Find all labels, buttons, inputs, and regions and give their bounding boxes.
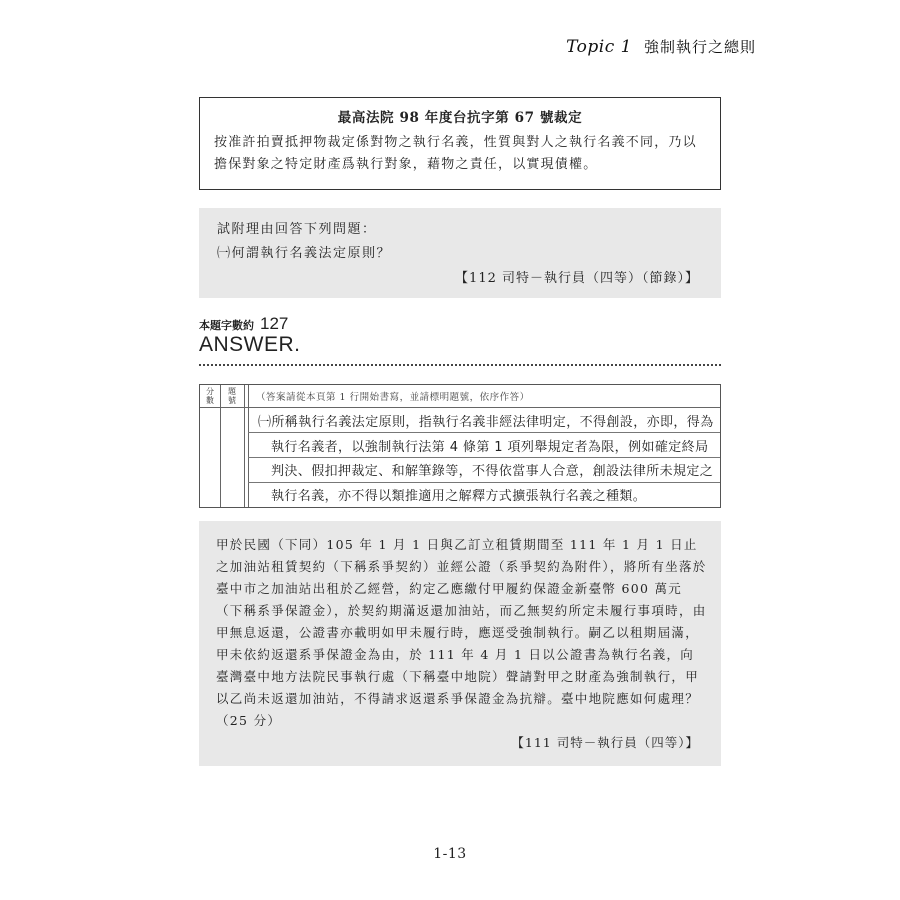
- question-item: ㈠何謂執行名義法定原則？: [217, 246, 392, 261]
- answer-title: ANSWER.: [199, 333, 301, 356]
- ruling-body: 按准許拍賣抵押物裁定係對物之執行名義，性質與對人之執行名義不同，乃以擔保對象之特定財產爲執行對象，藉物之責任，以實現債權。: [214, 135, 697, 172]
- question-intro: 試附理由回答下列問題：: [217, 222, 377, 237]
- answer-continuation: 執行名義者，以強制執行法第 4 條第 1 項列舉規定者為限，例如確定終局判決、假扣押裁定、和解筆錄等，不得依當事人合意，創設法律所未規定之執行名義，亦不得以類推適用之解釋方式擴張執行名義之種類。: [271, 439, 714, 504]
- question-number-column-header: 題號: [228, 387, 236, 405]
- word-count-value: 127: [260, 314, 289, 333]
- running-header: [566, 36, 756, 57]
- topic-label: Topic 1: [566, 37, 632, 57]
- word-count-label: 本題字數約: [199, 319, 254, 332]
- question-2-body: 甲於民國（下同）105 年 1 月 1 日與乙訂立租賃期間至 111 年 1 月 1 日止之加油站租賃契約（下稱系爭契約）並經公證（系爭契約為附件），將所有坐落於臺中市之加油站出租於乙經營，約定乙應繳付甲履約保證金新臺幣 600 萬元（下稱系爭保證金），於契約期滿返還加油站，而乙無契約所定未履行事項時，由甲無息返還，公證書亦載明如甲未履行時，應逕受強制執行。嗣乙以租期屆滿，甲未依約返還系爭保證金為由，於 111 年 4 月 1 日以公證書為執行名義，向臺灣臺中地方法院民事執行處（下稱臺中地院）聲請對甲之財產為強制執行，甲以乙尚未返還加油站，不得請求返還系爭保證金為抗辯。臺中地院應如何處理？（25 分）: [216, 537, 707, 728]
- sheet-header-rule: [200, 407, 720, 408]
- question-source: 【112 司特－執行員（四等）（節錄）】: [455, 271, 699, 286]
- column-divider: [248, 385, 249, 507]
- answer-text: [258, 411, 714, 509]
- answer-sheet: [199, 384, 721, 508]
- word-count: [199, 314, 288, 334]
- column-divider: [220, 385, 221, 507]
- page-number: 1-13: [433, 846, 467, 862]
- score-column-header: 分數: [206, 387, 214, 405]
- ruling-title: 最高法院 98 年度台抗字第 67 號裁定: [337, 110, 583, 126]
- sheet-instruction: （答案請從本頁第 1 行開始書寫，並請標明題號，依序作答）: [256, 392, 530, 403]
- column-divider: [244, 385, 245, 507]
- answer-first-line: ㈠所稱執行名義法定原則，指執行名義非經法律明定，不得創設，亦即，得為: [258, 415, 714, 430]
- dotted-divider: [199, 364, 721, 366]
- question-box-1: [199, 208, 721, 298]
- chapter-title: 強制執行之總則: [643, 38, 756, 56]
- ruling-box: [199, 97, 721, 190]
- question-2-source: 【111 司特－執行員（四等）】: [511, 735, 699, 750]
- question-box-2: [199, 521, 721, 766]
